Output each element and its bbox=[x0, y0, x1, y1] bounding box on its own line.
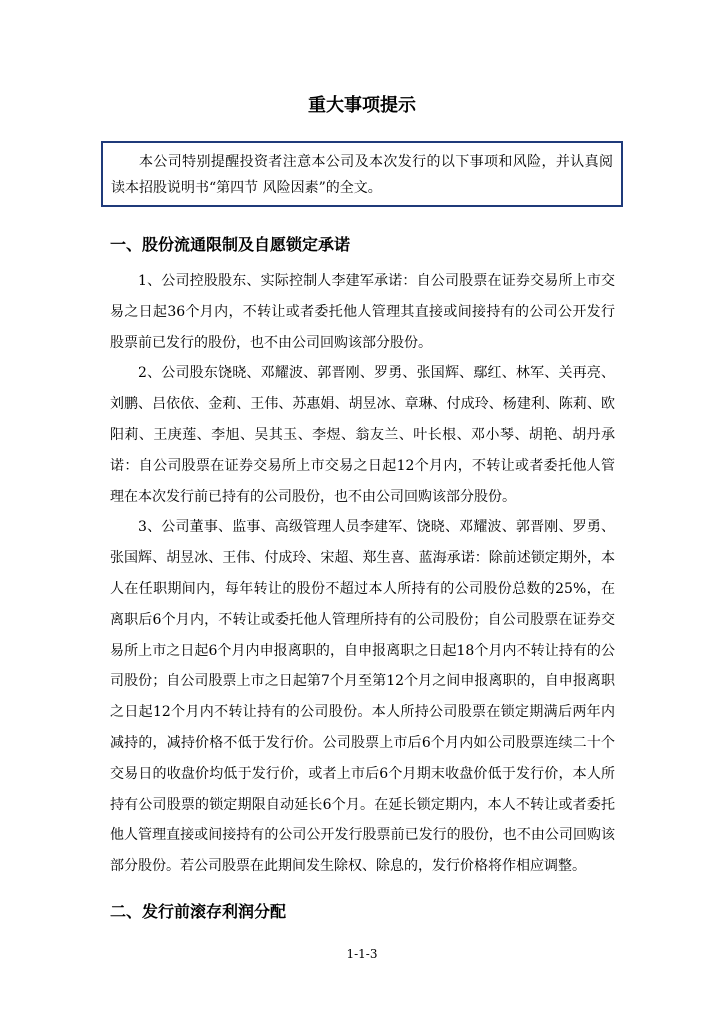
page-number: 1-1-3 bbox=[346, 947, 378, 961]
section-body-share-lockup bbox=[110, 266, 615, 882]
notice-box bbox=[101, 141, 623, 207]
section-heading-share-lockup: 一、股份流通限制及自愿锁定承诺 bbox=[110, 235, 351, 254]
paragraph-directors-commitment: 3、公司董事、监事、高级管理人员李建军、饶晓、邓耀波、郭晋刚、罗勇、张国辉、胡昱冰、王伟、付成玲、宋超、郑生喜、蓝海承诺：除前述锁定期外，本人在任职期间内，每年转让的股份不超过本人所持有的公司股份总数的25%，在离职后6个月内，不转让或委托他人管理所持有的公司股份；自公司股票在证券交易所上市之日起6个月内申报离职的，自申报离职之日起18个月内不转让持有的公司股份；自公司股票上市之日起第7个月至第12个月之间申报离职的，自申报离职之日起12个月内不转让持有的公司股份。本人所持公司股票在锁定期满后两年内减持的，减持价格不低于发行价。公司股票上市后6个月内如公司股票连续二十个交易日的收盘价均低于发行价，或者上市后6个月期末收盘价低于发行价，本人所持有公司股票的锁定期限自动延长6个月。在延长锁定期内，本人不转让或者委托他人管理直接或间接持有的公司公开发行股票前已发行的股份，也不由公司回购该部分股份。若公司股票在此期间发生除权、除息的，发行价格将作相应调整。 bbox=[110, 519, 615, 875]
section-heading-retained-profits: 二、发行前滚存利润分配 bbox=[110, 902, 287, 921]
notice-text: 本公司特别提醒投资者注意本公司及本次发行的以下事项和风险，并认真阅读本招股说明书“第四节 风险因素”的全文。 bbox=[111, 154, 613, 196]
paragraph-controlling-shareholder-commitment: 1、公司控股股东、实际控制人李建军承诺：自公司股票在证券交易所上市交易之日起36个月内，不转让或者委托他人管理其直接或间接持有的公司公开发行股票前已发行的股份，也不由公司回购该部分股份。 bbox=[110, 273, 615, 351]
paragraph-shareholders-commitment: 2、公司股东饶晓、邓耀波、郭晋刚、罗勇、张国辉、鄢红、林军、关再亮、刘鹏、吕依依、金莉、王伟、苏惠娟、胡昱冰、章琳、付成玲、杨建利、陈莉、欧阳莉、王庚莲、李旭、吴其玉、李煜、翁友兰、叶长根、邓小琴、胡艳、胡丹承诺：自公司股票在证券交易所上市交易之日起12个月内，不转让或者委托他人管理在本次发行前已持有的公司股份，也不由公司回购该部分股份。 bbox=[110, 365, 615, 505]
page-title: 重大事项提示 bbox=[308, 95, 416, 116]
